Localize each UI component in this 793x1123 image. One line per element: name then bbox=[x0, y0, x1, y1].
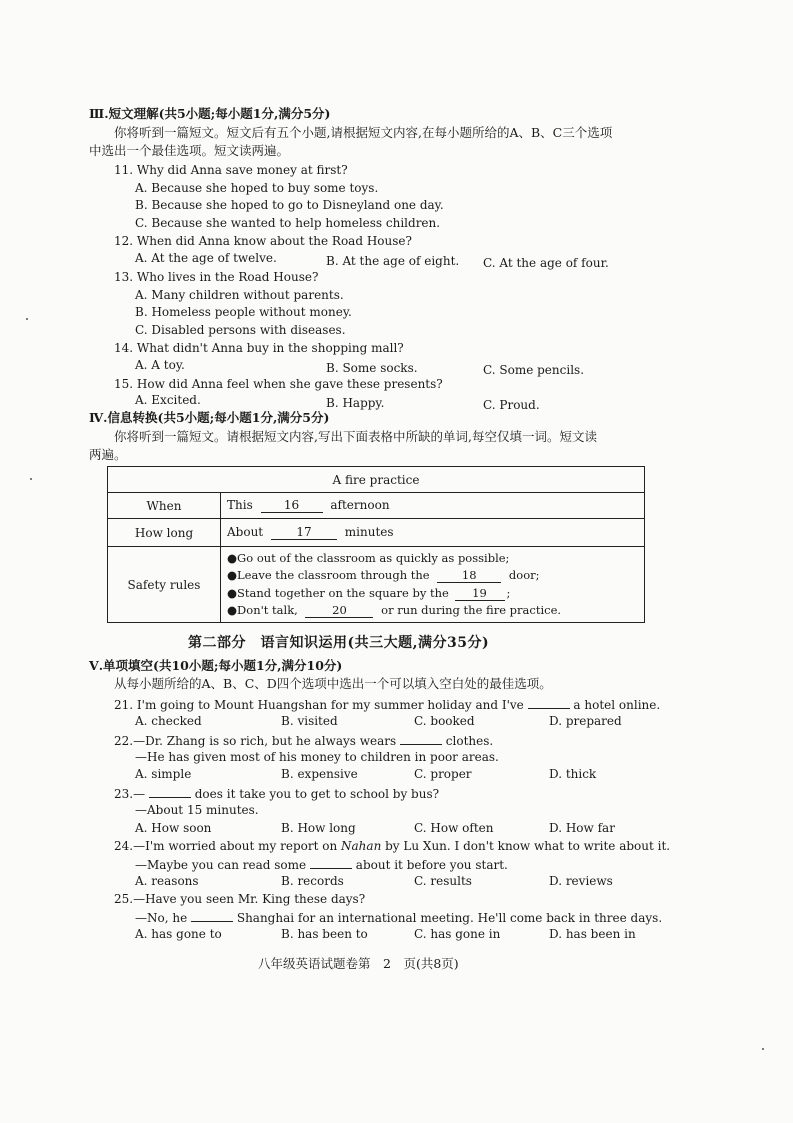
scan-speck bbox=[26, 318, 28, 320]
q22-line1-pre: 22.—Dr. Zhang is so rich, but he always wears bbox=[114, 734, 397, 748]
bullet-icon: ● bbox=[227, 550, 238, 565]
q25-option-d: D. has been in bbox=[549, 927, 636, 941]
section-4-instruction-line1: 你将听到一篇短文。请根据短文内容,写出下面表格中所缺的单词,每空仅填一词。短文读 bbox=[114, 429, 597, 444]
q24-line1-post: by Lu Xun. I don't know what to write about it. bbox=[385, 839, 671, 853]
q25-line2-post: Shanghai for an international meeting. He'll come back in three days. bbox=[236, 911, 663, 925]
q22-line2: —He has given most of his money to children in poor areas. bbox=[135, 750, 499, 764]
rule-3-post: ; bbox=[506, 585, 511, 600]
q21-option-b: B. visited bbox=[281, 714, 338, 728]
fire-practice-table bbox=[107, 466, 645, 623]
when-cell bbox=[221, 493, 645, 519]
rule-3-pre: Stand together on the square by the bbox=[237, 585, 449, 600]
q11-stem: 11. Why did Anna save money at first? bbox=[114, 163, 348, 177]
rule-2 bbox=[227, 567, 644, 585]
q24-line1 bbox=[114, 839, 670, 853]
q21-stem-pre: 21. I'm going to Mount Huangshan for my summer holiday and I've bbox=[114, 698, 524, 712]
section-3-instruction-line1: 你将听到一篇短文。短文后有五个小题,请根据短文内容,在每小题所给的A、B、C三个选项 bbox=[114, 125, 613, 140]
q24-option-b: B. records bbox=[281, 874, 344, 888]
section-3-title: Ⅲ.短文理解(共5小题;每小题1分,满分5分) bbox=[89, 106, 331, 121]
q25-option-a: A. has gone to bbox=[135, 927, 222, 941]
q23-line1 bbox=[114, 785, 439, 801]
q23-options bbox=[135, 821, 655, 835]
q22-options bbox=[135, 767, 655, 781]
q14-option-c: C. Some pencils. bbox=[483, 363, 585, 377]
rules-cell bbox=[221, 547, 645, 623]
section-3-instruction-line2: 中选出一个最佳选项。短文读两遍。 bbox=[89, 143, 290, 158]
rule-2-pre: Leave the classroom through the bbox=[237, 568, 430, 582]
howlong-label: How long bbox=[108, 519, 221, 547]
q22-option-d: D. thick bbox=[549, 767, 597, 781]
howlong-cell bbox=[221, 519, 645, 547]
q23-option-b: B. How long bbox=[281, 821, 356, 835]
q22-option-b: B. expensive bbox=[281, 767, 358, 781]
q25-line2-pre: —No, he bbox=[135, 911, 188, 925]
section-5-title: Ⅴ.单项填空(共10小题;每小题1分,满分10分) bbox=[89, 658, 343, 673]
q21-option-d: D. prepared bbox=[549, 714, 622, 728]
rule-1-text: Go out of the classroom as quickly as possible; bbox=[237, 550, 510, 565]
blank-16[interactable]: 16 bbox=[261, 499, 323, 513]
q13-option-c: C. Disabled persons with diseases. bbox=[135, 323, 346, 337]
scan-speck bbox=[762, 1048, 764, 1050]
q11-option-b: B. Because she hoped to go to Disneyland one day. bbox=[135, 198, 444, 212]
q12-option-c: C. At the age of four. bbox=[483, 256, 609, 270]
rule-2-post: door; bbox=[508, 568, 540, 582]
table-title: A fire practice bbox=[108, 467, 645, 493]
q24-option-d: D. reviews bbox=[549, 874, 613, 888]
q12-option-b: B. At the age of eight. bbox=[326, 254, 460, 268]
q24-line2 bbox=[135, 856, 508, 872]
q24-line2-pre: —Maybe you can read some bbox=[135, 858, 307, 872]
scan-speck bbox=[30, 478, 32, 480]
rule-4-post: or run during the fire practice. bbox=[381, 603, 562, 617]
rule-4-pre: Don't talk, bbox=[237, 603, 298, 617]
rule-3 bbox=[227, 585, 644, 603]
q22-line1-post: clothes. bbox=[445, 734, 494, 748]
q21-stem-post: a hotel online. bbox=[573, 698, 661, 712]
page-footer: 八年级英语试题卷第 2 页(共8页) bbox=[258, 956, 459, 971]
q14-option-a: A. A toy. bbox=[135, 358, 185, 372]
q14-stem: 14. What didn't Anna buy in the shopping mall? bbox=[114, 341, 404, 355]
bullet-icon: ● bbox=[227, 603, 238, 617]
bullet-icon: ● bbox=[227, 568, 238, 582]
q23-blank[interactable] bbox=[149, 785, 191, 798]
rule-4 bbox=[227, 602, 644, 620]
q21-stem bbox=[114, 696, 660, 712]
q11-option-a: A. Because she hoped to buy some toys. bbox=[135, 181, 379, 195]
q24-line2-post: about it before you start. bbox=[355, 858, 508, 872]
q15-option-c: C. Proud. bbox=[483, 398, 540, 412]
q13-stem: 13. Who lives in the Road House? bbox=[114, 270, 319, 284]
q14-option-b: B. Some socks. bbox=[326, 361, 418, 375]
q25-option-b: B. has been to bbox=[281, 927, 368, 941]
q13-option-a: A. Many children without parents. bbox=[135, 288, 344, 302]
q25-options bbox=[135, 927, 655, 941]
q22-option-a: A. simple bbox=[135, 767, 192, 781]
rules-label: Safety rules bbox=[108, 547, 221, 623]
q12-option-a: A. At the age of twelve. bbox=[135, 251, 277, 265]
q24-option-a: A. reasons bbox=[135, 874, 199, 888]
q25-option-c: C. has gone in bbox=[414, 927, 501, 941]
q21-option-c: C. booked bbox=[414, 714, 475, 728]
blank-17[interactable]: 17 bbox=[271, 526, 337, 540]
q12-stem: 12. When did Anna know about the Road House? bbox=[114, 234, 412, 248]
q23-line1-pre: 23.— bbox=[114, 787, 146, 801]
q23-option-d: D. How far bbox=[549, 821, 615, 835]
q23-line2: —About 15 minutes. bbox=[135, 803, 259, 817]
section-5-instruction: 从每小题所给的A、B、C、D四个选项中选出一个可以填入空白处的最佳选项。 bbox=[114, 676, 552, 691]
section-4-title: Ⅳ.信息转换(共5小题;每小题1分,满分5分) bbox=[89, 410, 330, 425]
q15-option-a: A. Excited. bbox=[135, 393, 201, 407]
q15-option-b: B. Happy. bbox=[326, 396, 385, 410]
q21-option-a: A. checked bbox=[135, 714, 202, 728]
when-pre: This bbox=[227, 498, 253, 512]
bullet-icon: ● bbox=[227, 585, 238, 600]
howlong-pre: About bbox=[227, 525, 264, 539]
blank-20[interactable]: 20 bbox=[305, 604, 373, 618]
q13-option-b: B. Homeless people without money. bbox=[135, 305, 352, 319]
when-label: When bbox=[108, 493, 221, 519]
blank-18[interactable]: 18 bbox=[437, 569, 501, 583]
q23-option-a: A. How soon bbox=[135, 821, 212, 835]
q25-line2 bbox=[135, 909, 662, 925]
rule-1 bbox=[227, 550, 644, 568]
q22-line1 bbox=[114, 732, 493, 748]
q11-option-c: C. Because she wanted to help homeless children. bbox=[135, 216, 441, 230]
section-4-instruction-line2: 两遍。 bbox=[89, 447, 127, 462]
q24-options bbox=[135, 874, 655, 888]
q25-blank[interactable] bbox=[191, 909, 233, 922]
q23-option-c: C. How often bbox=[414, 821, 494, 835]
q24-line1-pre: 24.—I'm worried about my report on bbox=[114, 839, 338, 853]
q25-line1: 25.—Have you seen Mr. King these days? bbox=[114, 892, 366, 906]
q24-blank[interactable] bbox=[310, 856, 352, 869]
q22-blank[interactable] bbox=[400, 732, 442, 745]
q22-option-c: C. proper bbox=[414, 767, 472, 781]
q21-options bbox=[135, 714, 655, 728]
q15-stem: 15. How did Anna feel when she gave these presents? bbox=[114, 377, 443, 391]
q23-line1-post: does it take you to get to school by bus? bbox=[194, 787, 440, 801]
part-2-heading: 第二部分 语言知识运用(共三大题,满分35分) bbox=[188, 635, 490, 651]
q24-option-c: C. results bbox=[414, 874, 472, 888]
howlong-post: minutes bbox=[344, 525, 394, 539]
blank-19[interactable]: 19 bbox=[455, 587, 505, 601]
q21-blank[interactable] bbox=[528, 696, 570, 709]
q24-book-title: Nahan bbox=[341, 839, 382, 853]
when-post: afternoon bbox=[330, 498, 390, 512]
